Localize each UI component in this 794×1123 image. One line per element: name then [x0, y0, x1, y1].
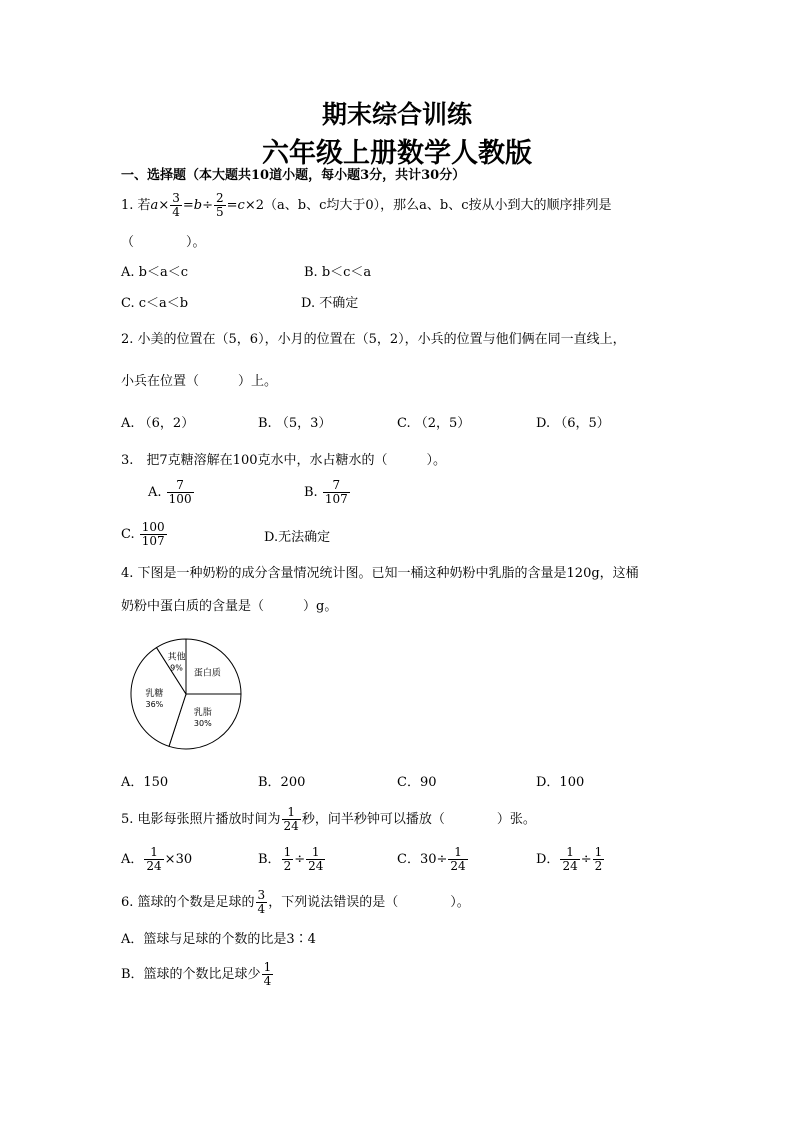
fraction: [593, 846, 605, 873]
pie-category-label: 乳糖: [145, 689, 164, 699]
pie-percent-label: 36%: [145, 700, 164, 709]
numerator: 1: [454, 845, 462, 859]
expr-head: 30÷: [419, 852, 448, 867]
pie-percent-label: 9%: [170, 663, 183, 673]
numerator: 1: [283, 845, 292, 859]
fraction: [448, 846, 467, 873]
pie-chart: [124, 632, 248, 756]
question-4-line1: 4. 下图是一种奶粉的成分含量情况统计图。已知一桶这种奶粉中乳脂的含量是120g，这桶: [121, 566, 639, 581]
denominator: 24: [562, 859, 578, 873]
option-label: A.: [148, 485, 162, 500]
pie-category-label: 乳脂: [193, 708, 212, 719]
denominator: 4: [263, 974, 272, 988]
q5-option-d: [536, 846, 605, 873]
numerator: 1: [287, 805, 295, 819]
q3-option-c: [121, 521, 168, 548]
numerator: 3: [257, 888, 266, 902]
denominator: 24: [450, 859, 466, 873]
option-label: C．: [397, 852, 420, 867]
title-sub: 六年级上册数学人教版: [262, 138, 532, 169]
op-equals: =: [182, 198, 194, 213]
q5-text-a: 5. 电影每张照片播放时间为: [121, 812, 281, 827]
q2-option-b: B. （5，3）: [258, 416, 332, 431]
q4-option-c: C．90: [397, 775, 437, 790]
pie-category-label: 蛋白质: [193, 668, 221, 679]
q3-option-d: D.无法确定: [264, 530, 331, 545]
fraction: [214, 192, 226, 219]
expr-tail: ×30: [164, 852, 193, 867]
q5-text-b: 秒，问半秒钟可以播放（ ）张。: [301, 812, 536, 827]
op-divide: ÷: [294, 852, 306, 867]
option-label: B.: [304, 485, 318, 500]
fraction: [282, 846, 294, 873]
op-times: ×: [158, 198, 170, 213]
q4-option-b: B．200: [258, 775, 306, 790]
title-main: 期末综合训练: [321, 100, 472, 129]
question-2-line2: 小兵在位置（ ）上。: [121, 374, 278, 389]
q1-blank: （ ）。: [121, 235, 206, 250]
fraction: [560, 846, 579, 873]
fraction: [306, 846, 325, 873]
fraction: [167, 479, 194, 506]
var-b: b: [193, 198, 203, 213]
op-equals: =: [226, 198, 238, 213]
option-label: B．: [258, 852, 281, 867]
option-label: A．: [121, 852, 144, 867]
section-header: 一、选择题（本大题共10道小题，每小题3分，共计30分）: [121, 168, 466, 183]
q1-tail: ×2（a、b、c均大于0），那么a、b、c按从小到大的顺序排列是: [244, 198, 612, 213]
numerator: 1: [311, 845, 320, 859]
q2-option-a: A. （6，2）: [121, 416, 195, 431]
denominator: 107: [324, 492, 348, 506]
fraction: [256, 889, 268, 916]
q4-option-d: D．100: [536, 775, 585, 790]
denominator: 4: [257, 902, 266, 916]
q6-text-a: 6. 篮球的个数是足球的: [121, 895, 255, 910]
q3-option-a: [148, 479, 195, 506]
question-6: [121, 889, 470, 916]
numerator: 1: [566, 845, 574, 859]
numerator: 2: [216, 191, 224, 205]
question-1: [121, 192, 611, 219]
pie-percent-label: 30%: [193, 719, 212, 729]
var-c: c: [237, 198, 245, 213]
fraction: [282, 806, 301, 833]
q5-option-a: [121, 846, 192, 873]
option-label: C.: [121, 527, 135, 542]
q1-option-a: A. b＜a＜c: [121, 265, 189, 280]
question-3: 3. 把7克糖溶解在100克水中，水占糖水的（ ）。: [121, 453, 446, 468]
q6-option-b: [121, 961, 274, 988]
numerator: 7: [332, 478, 341, 492]
numerator: 1: [263, 960, 272, 974]
q4-option-a: A．150: [121, 775, 169, 790]
fraction: [323, 479, 350, 506]
q1-number: 1. 若: [121, 198, 151, 213]
q5-option-c: [397, 846, 469, 873]
denominator: 4: [172, 205, 180, 219]
numerator: 1: [594, 845, 603, 859]
op-divide: ÷: [580, 852, 592, 867]
question-4-line2: 奶粉中蛋白质的含量是（ ）g。: [121, 599, 338, 614]
question-2-line1: 2. 小美的位置在（5，6），小月的位置在（5，2），小兵的位置与他们俩在同一直线上，: [121, 332, 626, 347]
question-5: [121, 806, 536, 833]
pie-category-label: 其他: [167, 652, 186, 663]
fraction: [144, 846, 163, 873]
denominator: 107: [141, 534, 165, 548]
q1-option-d: D. 不确定: [301, 296, 359, 311]
var-a: a: [150, 198, 159, 213]
q1-option-b: B. b＜c＜a: [304, 265, 372, 280]
denominator: 24: [283, 819, 299, 833]
q2-option-c: C. （2，5）: [397, 416, 471, 431]
q5-option-b: [258, 846, 326, 873]
numerator: 7: [176, 478, 184, 492]
op-divide: ÷: [202, 198, 213, 213]
numerator: 1: [150, 845, 158, 859]
q6-text-b: ，下列说法错误的是（ ）。: [268, 895, 470, 910]
fraction: [262, 961, 274, 988]
pie-slice-0: [186, 639, 241, 694]
option-text: B．篮球的个数比足球少: [121, 967, 261, 982]
denominator: 2: [283, 859, 292, 873]
q1-option-c: C. c＜a＜b: [121, 296, 189, 311]
numerator: 3: [172, 191, 180, 205]
option-label: D．: [536, 852, 560, 867]
fraction: [140, 521, 167, 548]
fraction: [170, 192, 182, 219]
q6-option-a: A．篮球与足球的个数的比是3∶4: [121, 932, 316, 947]
numerator: 100: [141, 520, 165, 534]
denominator: 24: [308, 859, 324, 873]
denominator: 100: [168, 492, 192, 506]
q2-option-d: D. （6，5）: [536, 416, 610, 431]
q3-option-b: [304, 479, 351, 506]
denominator: 2: [594, 859, 603, 873]
denominator: 5: [216, 205, 224, 219]
denominator: 24: [146, 859, 162, 873]
